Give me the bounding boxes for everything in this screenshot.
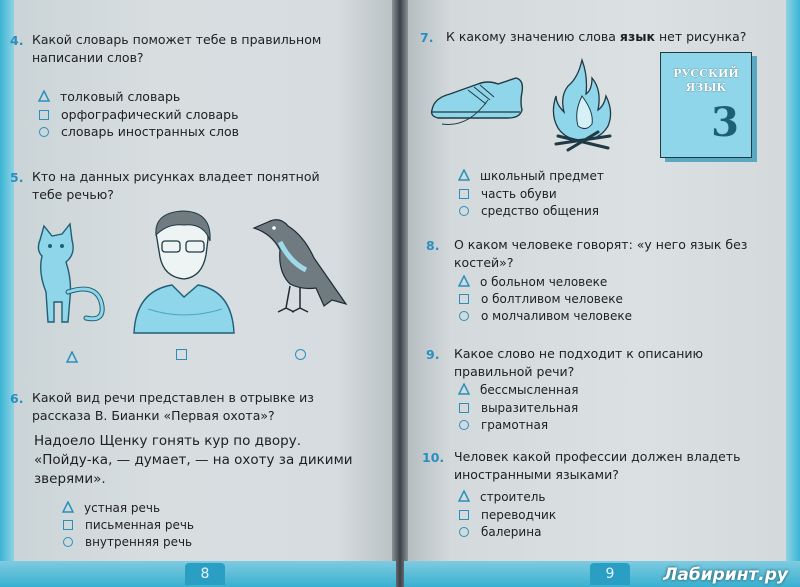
page-number-right: 9 [590,563,630,585]
q4-option-1[interactable]: толковый словарь [38,89,180,104]
q6-text: Какой вид речи представлен в отрывке из рассказа В. Бианки «Первая охота»? [32,390,314,423]
q8-option-3[interactable]: о молчаливом человеке [458,309,632,323]
triangle-marker-icon [458,169,470,181]
q7-keyword: язык [619,29,655,44]
q4-option-2[interactable]: орфографический словарь [38,107,238,122]
left-page-edge [0,0,14,587]
triangle-marker-icon[interactable] [66,348,78,367]
book-number: 3 [711,99,739,146]
q8-text: О каком человеке говорят: «у него язык без костей»? [454,237,748,270]
man-illustration [128,205,240,335]
circle-marker-icon [459,311,469,321]
q7-option-3[interactable]: средство общения [458,204,599,218]
q10-text: Человек какой профессии должен владеть иностранными языками? [454,449,741,482]
q9-text: Какое слово не подходит к описанию правильной речи? [454,346,704,379]
q4-text: Какой словарь поможет тебе в правильном написании слов? [32,32,322,65]
triangle-marker-icon [62,501,74,513]
q5-number: 5. [10,170,24,185]
circle-marker-icon[interactable] [295,349,306,360]
textbook-illustration [660,52,752,158]
fire-illustration [548,56,618,156]
q9-number: 9. [426,347,440,362]
triangle-marker-icon [458,383,470,395]
q8-option-2[interactable]: о болтливом человеке [458,292,623,306]
book-title-line2: ЯЗЫК [685,81,727,94]
shoe-illustration [428,70,528,130]
square-marker-icon [459,294,469,304]
q7-text: К какому значению слова язык нет рисунка? [446,29,747,44]
right-page-edge [786,0,800,587]
q10-option-1[interactable]: строитель [458,490,545,504]
circle-marker-icon [459,527,469,537]
square-marker-icon [459,189,469,199]
page-number-left: 8 [185,563,225,585]
book-gutter [392,0,408,587]
triangle-marker-icon [458,490,470,502]
q9-option-1[interactable]: бессмысленная [458,383,578,397]
q10-number: 10. [422,450,445,465]
cat-illustration [28,222,118,332]
circle-marker-icon [459,206,469,216]
q8-number: 8. [426,238,440,253]
q7-option-2[interactable]: часть обуви [458,187,557,201]
q10-option-2[interactable]: переводчик [458,508,556,522]
triangle-marker-icon [38,90,50,102]
q7-option-1[interactable]: школьный предмет [458,169,604,183]
q6-excerpt: Надоело Щенку гонять кур по двору. «Пойду-ка, — думает, — на охоту за дикими зверями». [34,433,353,487]
square-marker-icon [459,403,469,413]
q7-number: 7. [420,30,434,45]
triangle-marker-icon [458,275,470,287]
circle-marker-icon [39,127,49,137]
q10-option-3[interactable]: балерина [458,525,541,539]
q6-option-3[interactable]: внутренняя речь [62,535,192,549]
q5-text: Кто на данных рисунках владеет понятной тебе речью? [32,169,320,202]
q9-option-2[interactable]: выразительная [458,401,578,415]
q6-option-2[interactable]: письменная речь [62,518,194,532]
q6-number: 6. [10,391,24,406]
q9-option-3[interactable]: грамотная [458,418,548,432]
crow-illustration [250,212,350,322]
square-marker-icon [39,110,49,120]
book-title-line1: РУССКИЙ [673,67,739,80]
q6-option-1[interactable]: устная речь [62,501,160,515]
square-marker-icon[interactable] [176,349,187,360]
q4-number: 4. [10,33,24,48]
circle-marker-icon [459,420,469,430]
square-marker-icon [459,510,469,520]
square-marker-icon [63,520,73,530]
circle-marker-icon [63,537,73,547]
q8-option-1[interactable]: о больном человеке [458,275,607,289]
q4-option-3[interactable]: словарь иностранных слов [38,124,239,139]
watermark-logo: Лабиринт.ру [663,565,788,585]
